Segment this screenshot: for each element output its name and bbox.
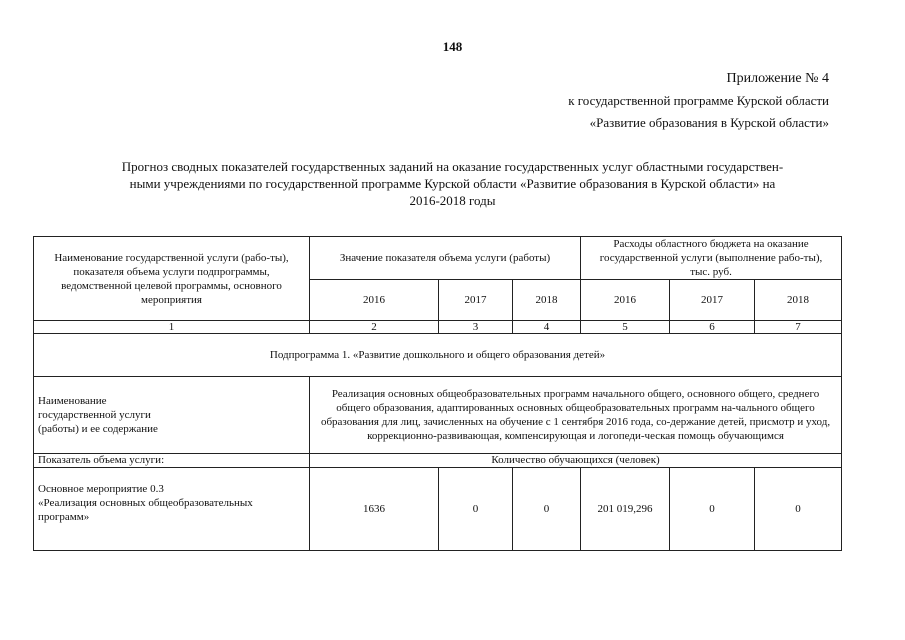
measure-name-line-1: Основное мероприятие 0.3 [38, 483, 164, 495]
header-name-column: Наименование государственной услуги (рабо-ты), показателя объема услуги подпрограммы, ведомственной целевой программы, основного мероприятия [34, 237, 310, 321]
appendix-header [568, 68, 829, 134]
header-year-value-2018: 2018 [513, 280, 581, 321]
header-year-expense-2017: 2017 [670, 280, 755, 321]
column-number: 1 [34, 321, 310, 334]
header-year-value-2017: 2017 [439, 280, 513, 321]
column-number: 4 [513, 321, 581, 334]
page-number: 148 [442, 39, 463, 54]
indicator-label: Показатель объема услуги: [34, 454, 310, 468]
header-year-value-2016: 2016 [310, 280, 439, 321]
appendix-title: Приложение № 4 [726, 71, 829, 86]
forecast-table [33, 236, 842, 551]
header-expense-group [581, 237, 842, 280]
column-number: 6 [670, 321, 755, 334]
measure-value-2018: 0 [513, 468, 581, 551]
document-title-line-2: ными учреждениями по государственной программе Курской области «Развитие образования в Курской области» на [129, 176, 776, 191]
column-number: 7 [755, 321, 842, 334]
document-title [60, 158, 845, 209]
measure-expense-2016: 201 019,296 [581, 468, 670, 551]
column-number: 2 [310, 321, 439, 334]
measure-value-2016: 1636 [310, 468, 439, 551]
header-value-group: Значение показателя объема услуги (работы) [310, 237, 581, 280]
document-title-line-1: Прогноз сводных показателей государственных заданий на оказание государственных услуг областными государствен- [121, 159, 784, 174]
measure-name [34, 468, 310, 551]
header-year-expense-2018: 2018 [755, 280, 842, 321]
service-label-line-2: государственной услуги [38, 409, 151, 421]
measure-name-line-2: «Реализация основных общеобразовательных программ» [38, 497, 253, 523]
document-title-line-3: 2016-2018 годы [409, 193, 496, 208]
service-description: Реализация основных общеобразовательных программ начального общего, основного общего, среднего общего образования, адаптированных основных общеобразовательных программ на-чального общего образования для лиц, зачисленных на обучение с 1 сентября 2016 года, со-держание детей, присмотр и уход, коррекционно-развивающая, компенсирующая и логопеди-ческая помощь обучающимся [310, 377, 842, 454]
header-year-expense-2016: 2016 [581, 280, 670, 321]
column-number: 5 [581, 321, 670, 334]
column-number: 3 [439, 321, 513, 334]
header-expense-line-1: Расходы областного бюджета на оказание государственной услуги (выполнение рабо-ты), [599, 238, 823, 264]
measure-expense-2017: 0 [670, 468, 755, 551]
appendix-line-1: к государственной программе Курской области [568, 93, 829, 108]
measure-value-2017: 0 [439, 468, 513, 551]
service-label [34, 377, 310, 454]
appendix-line-2: «Развитие образования в Курской области» [589, 115, 829, 130]
header-expense-line-2: тыс. руб. [690, 266, 732, 278]
subprogram-row: Подпрограмма 1. «Развитие дошкольного и общего образования детей» [34, 334, 842, 377]
indicator-value: Количество обучающихся (человек) [310, 454, 842, 468]
service-label-line-3: (работы) и ее содержание [38, 423, 158, 435]
service-label-line-1: Наименование [38, 395, 107, 407]
measure-expense-2018: 0 [755, 468, 842, 551]
